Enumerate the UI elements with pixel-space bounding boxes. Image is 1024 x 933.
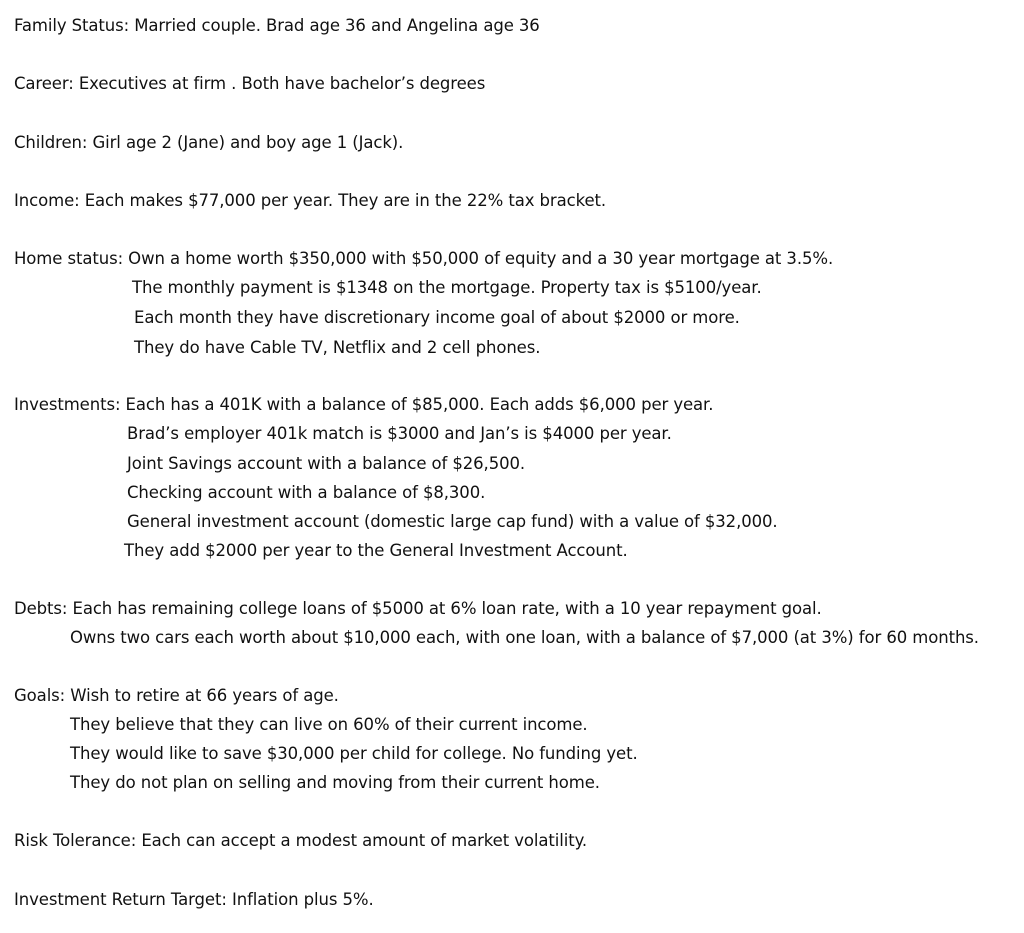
risk-tolerance-line: Risk Tolerance: Each can accept a modest amount of market volatility. (14, 831, 588, 850)
home-status-line: They do have Cable TV, Netflix and 2 cell phones. (134, 338, 541, 357)
career-line: Career: Executives at firm . Both have bachelor’s degrees (14, 74, 486, 93)
income-line: Income: Each makes $77,000 per year. They are in the 22% tax bracket. (14, 191, 607, 210)
investments-line: They add $2000 per year to the General Investment Account. (124, 541, 628, 560)
debts-line: Debts: Each has remaining college loans of $5000 at 6% loan rate, with a 10 year repayment goal. (14, 599, 822, 618)
investments-line: Checking account with a balance of $8,300. (127, 483, 486, 502)
debts-line: Owns two cars each worth about $10,000 each, with one loan, with a balance of $7,000 (at 3%) for 60 months. (70, 628, 979, 647)
goals-line: Goals: Wish to retire at 66 years of age. (14, 686, 339, 705)
investments-line: Brad’s employer 401k match is $3000 and Jan’s is $4000 per year. (127, 424, 672, 443)
family-status-line: Family Status: Married couple. Brad age 36 and Angelina age 36 (14, 16, 540, 35)
goals-line: They do not plan on selling and moving from their current home. (70, 773, 600, 792)
home-status-line: Home status: Own a home worth $350,000 with $50,000 of equity and a 30 year mortgage at 3.5%. (14, 249, 834, 268)
goals-line: They would like to save $30,000 per child for college. No funding yet. (70, 744, 638, 763)
home-status-line: The monthly payment is $1348 on the mortgage. Property tax is $5100/year. (132, 278, 762, 297)
investments-line: Joint Savings account with a balance of $26,500. (127, 454, 526, 473)
home-status-line: Each month they have discretionary income goal of about $2000 or more. (134, 308, 740, 327)
investments-line: Investments: Each has a 401K with a balance of $85,000. Each adds $6,000 per year. (14, 395, 714, 414)
goals-line: They believe that they can live on 60% of their current income. (70, 715, 588, 734)
investments-line: General investment account (domestic large cap fund) with a value of $32,000. (127, 512, 778, 531)
children-line: Children: Girl age 2 (Jane) and boy age 1 (Jack). (14, 133, 404, 152)
investment-return-target-line: Investment Return Target: Inflation plus 5%. (14, 890, 374, 909)
